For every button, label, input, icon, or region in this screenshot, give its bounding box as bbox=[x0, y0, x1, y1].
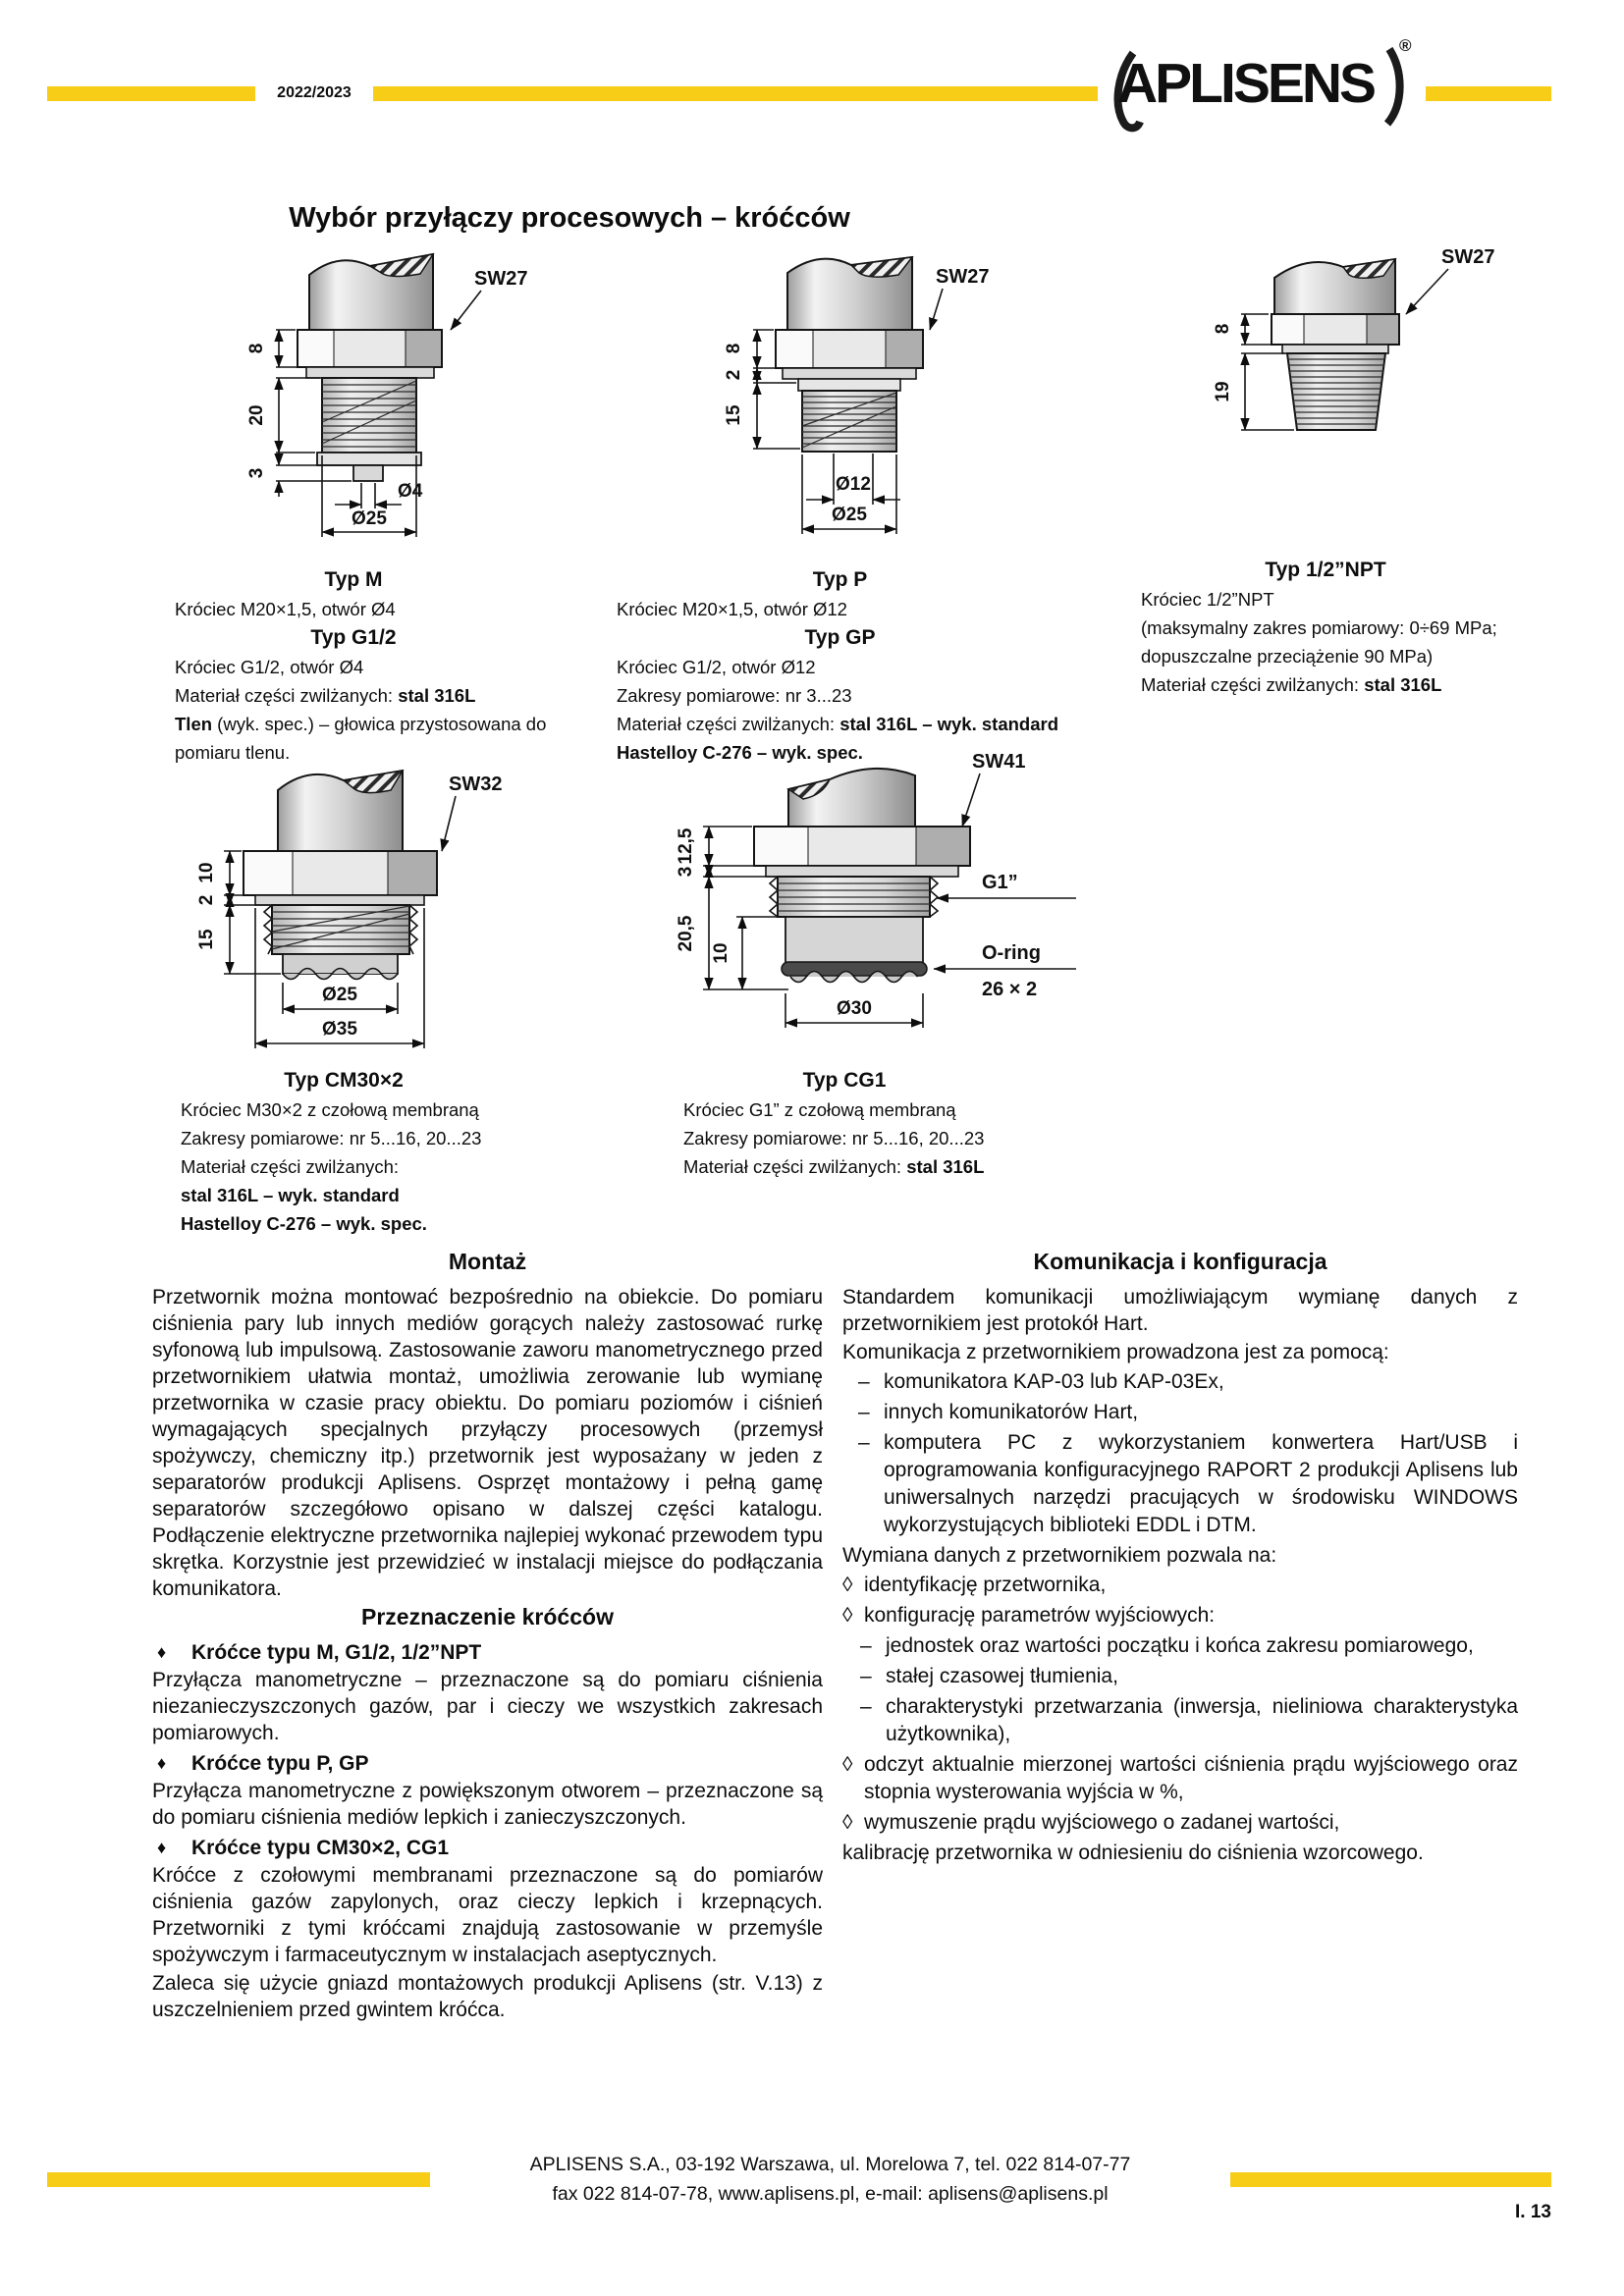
type-spec-line: Króciec M20×1,5, otwór Ø4 bbox=[175, 599, 396, 619]
dia-label: Ø35 bbox=[322, 1019, 357, 1040]
komunikacja-p2: Komunikacja z przetwornikiem prowadzona jest za pomocą: bbox=[842, 1341, 1389, 1363]
open-diamond-bullet-icon: ◊ bbox=[842, 1753, 853, 1776]
type-spec-line: Zakresy pomiarowe: nr 3...23 bbox=[617, 685, 852, 706]
bullet-item-text: Króćce z czołowymi membranami przeznaczone są do pomiarów ciśnienia gazów zapylonych, oraz cieczy lepkich i krzepnących. Przetworniki z tymi króćcami znajdują zastosowanie w przemyśle spożywczym i farmaceutycznym w instalacjach aseptycznych. bbox=[152, 1864, 823, 1966]
aplisens-logo bbox=[1108, 18, 1422, 140]
list-item-text: charakterystyki przetwarzania (inwersja, nieliniowa charakterystyka użytkownika), bbox=[886, 1695, 1518, 1745]
komunikacja-column bbox=[842, 1249, 1518, 1868]
spec-label: Materiał części zwilżanych: bbox=[1141, 674, 1365, 695]
dia-label: Ø25 bbox=[832, 505, 867, 525]
type-spec-line: Zakresy pomiarowe: nr 5...16, 20...23 bbox=[683, 1128, 985, 1148]
list-item bbox=[842, 1368, 1518, 1396]
type-spec-line bbox=[147, 710, 560, 767]
bullet-title-text: Króćce typu CM30×2, CG1 bbox=[191, 1837, 450, 1859]
type-title: Typ GP bbox=[804, 626, 876, 649]
footer-address bbox=[430, 2150, 1230, 2209]
spec-label: Tlen bbox=[175, 714, 213, 734]
dia-label: Ø25 bbox=[322, 985, 357, 1005]
wrench-size-label: SW27 bbox=[474, 268, 528, 290]
dim-label: 19 bbox=[1213, 381, 1233, 402]
type-title: Typ CG1 bbox=[802, 1069, 887, 1092]
wrench-size-label: SW32 bbox=[449, 774, 503, 795]
list-item bbox=[842, 1809, 1518, 1837]
wrench-size-label: SW27 bbox=[1441, 246, 1495, 268]
type-spec-line: Hastelloy C-276 – wyk. spec. bbox=[617, 742, 863, 763]
type-title: Typ G1/2 bbox=[310, 626, 397, 649]
list-item-text: odczyt aktualnie mierzonej wartości ciśnienia prądu wyjściowego oraz stopnia wysterowania wyjścia w %, bbox=[864, 1753, 1518, 1803]
dash-bullet-icon: – bbox=[858, 1370, 870, 1393]
typ-cm30x2-description bbox=[137, 1066, 550, 1238]
spec-label: Materiał części zwilżanych: bbox=[175, 685, 399, 706]
list-item-text: komputera PC z wykorzystaniem konwertera Hart/USB i oprogramowania konfiguracyjnego RAPORT 2 produkcji Aplisens lub uniwersalnych narzędzi pracujących w środowisku WINDOWS wykorzystujących biblioteki EDDL i DTM. bbox=[884, 1431, 1518, 1536]
list-item bbox=[842, 1572, 1518, 1599]
list-item bbox=[842, 1602, 1518, 1629]
type-title: Typ P bbox=[812, 568, 868, 591]
diamond-bullet-icon: ♦ bbox=[157, 1753, 167, 1773]
typ-npt-description bbox=[1129, 556, 1522, 699]
dash-bullet-icon: – bbox=[858, 1431, 870, 1454]
dash-bullet-icon: – bbox=[860, 1665, 872, 1687]
list-item-text: komunikatora KAP-03 lub KAP-03Ex, bbox=[884, 1370, 1224, 1393]
dia-label: Ø30 bbox=[837, 998, 872, 1019]
typ-npt-drawing bbox=[1147, 234, 1530, 572]
membrane-body bbox=[785, 917, 923, 966]
list-item-text: stałej czasowej tłumienia, bbox=[886, 1665, 1118, 1687]
type-spec-line: Zakresy pomiarowe: nr 5...16, 20...23 bbox=[181, 1128, 482, 1148]
type-spec-line: stal 316L – wyk. standard bbox=[181, 1185, 400, 1205]
przeznaczenie-closing: Zaleca się użycie gniazd montażowych produkcji Aplisens (str. V.13) z uszczelnieniem przed gwintem króćca. bbox=[152, 1972, 823, 2021]
type-spec-line: (maksymalny zakres pomiarowy: 0÷69 MPa; bbox=[1141, 617, 1497, 638]
logo-wordmark: APLISENS bbox=[1117, 52, 1375, 115]
list-item-text: wymuszenie prądu wyjściowego o zadanej wartości, bbox=[864, 1811, 1340, 1834]
oring-size-label: 26 × 2 bbox=[982, 979, 1038, 1000]
dash-bullet-icon: – bbox=[860, 1695, 872, 1718]
typ-p-drawing bbox=[633, 247, 1006, 571]
oring-label: O-ring bbox=[982, 942, 1041, 964]
dia-label: Ø12 bbox=[836, 474, 871, 495]
spec-value: stal 316L bbox=[398, 685, 476, 706]
spec-value: stal 316L bbox=[1364, 674, 1442, 695]
bullet-title-text: Króćce typu M, G1/2, 1/2”NPT bbox=[191, 1641, 482, 1664]
montaz-column bbox=[152, 1249, 823, 2025]
typ-m-description bbox=[147, 565, 560, 767]
dash-bullet-icon: – bbox=[860, 1634, 872, 1657]
bullet-item-title bbox=[152, 1639, 823, 1666]
komunikacja-p3: Wymiana danych z przetwornikiem pozwala na: bbox=[842, 1544, 1277, 1567]
list-item bbox=[842, 1399, 1518, 1426]
list-item-text: jednostek oraz wartości początku i końca zakresu pomiarowego, bbox=[886, 1634, 1474, 1657]
dim-label: 8 bbox=[724, 343, 744, 354]
komunikacja-closing: kalibrację przetwornika w odniesieniu do ciśnienia wzorcowego. bbox=[842, 1842, 1424, 1864]
dim-label: 20,5 bbox=[676, 915, 696, 952]
dim-label: 3 bbox=[676, 866, 696, 878]
open-diamond-bullet-icon: ◊ bbox=[842, 1604, 853, 1627]
registered-mark-icon: ® bbox=[1399, 36, 1412, 55]
list-item bbox=[842, 1429, 1518, 1539]
type-title: Typ M bbox=[324, 568, 383, 591]
page-number: I. 13 bbox=[1515, 2202, 1551, 2222]
typ-m-drawing bbox=[182, 247, 555, 571]
footer-address-line1: APLISENS S.A., 03-192 Warszawa, ul. Morelowa 7, tel. 022 814-07-77 bbox=[529, 2154, 1131, 2175]
przeznaczenie-heading: Przeznaczenie króćców bbox=[361, 1604, 614, 1629]
type-spec-line: Króciec G1/2, otwór Ø12 bbox=[617, 657, 816, 677]
type-spec-line bbox=[1129, 670, 1522, 699]
type-spec-line: Króciec G1” z czołową membraną bbox=[683, 1099, 956, 1120]
typ-cg1-drawing bbox=[648, 738, 1139, 1067]
thread-size-label: G1” bbox=[982, 872, 1018, 893]
spec-value: stal 316L – wyk. standard bbox=[839, 714, 1058, 734]
list-item-text: konfigurację parametrów wyjściowych: bbox=[864, 1604, 1216, 1627]
footer-address-line2: fax 022 814-07-78, www.aplisens.pl, e-mail: aplisens@aplisens.pl bbox=[552, 2183, 1109, 2205]
diamond-bullet-icon: ♦ bbox=[157, 1838, 167, 1857]
type-spec-line bbox=[147, 681, 560, 710]
bullet-item-title bbox=[152, 1835, 823, 1861]
thread bbox=[322, 378, 416, 453]
bullet-title-text: Króćce typu P, GP bbox=[191, 1752, 369, 1775]
dia-label: Ø4 bbox=[398, 481, 423, 502]
bullet-item-title bbox=[152, 1750, 823, 1777]
header-rule-right bbox=[1426, 86, 1551, 101]
open-diamond-bullet-icon: ◊ bbox=[842, 1574, 853, 1596]
type-spec-line: Króciec M20×1,5, otwór Ø12 bbox=[617, 599, 847, 619]
catalog-year bbox=[255, 79, 373, 108]
komunikacja-p1: Standardem komunikacji umożliwiającym wymianę danych z przetwornikiem jest protokół Hart. bbox=[842, 1286, 1518, 1335]
dim-label: 20 bbox=[246, 404, 267, 426]
type-spec-line: Króciec M30×2 z czołową membraną bbox=[181, 1099, 479, 1120]
komunikacja-heading: Komunikacja i konfiguracja bbox=[1033, 1249, 1327, 1274]
diamond-bullet-icon: ♦ bbox=[157, 1642, 167, 1662]
dia-label: Ø25 bbox=[352, 508, 387, 529]
dim-label: 15 bbox=[196, 929, 217, 950]
type-title: Typ 1/2”NPT bbox=[1265, 559, 1386, 581]
dim-label: 8 bbox=[246, 343, 267, 354]
type-spec-line: Króciec G1/2, otwór Ø4 bbox=[175, 657, 364, 677]
spec-value: stal 316L bbox=[906, 1156, 985, 1177]
dim-label: 15 bbox=[724, 404, 744, 426]
dim-label: 10 bbox=[711, 942, 731, 964]
dim-label: 8 bbox=[1213, 323, 1233, 335]
dim-label: 2 bbox=[724, 369, 744, 381]
typ-cm30x2-drawing bbox=[167, 751, 589, 1065]
catalog-year-label: 2022/2023 bbox=[277, 84, 352, 101]
type-spec-line bbox=[628, 1152, 1060, 1181]
header-rule-left bbox=[47, 86, 1098, 101]
type-spec-line bbox=[617, 710, 1063, 738]
sub-list-item bbox=[842, 1632, 1518, 1660]
type-title: Typ CM30×2 bbox=[284, 1069, 404, 1092]
spec-text: (wyk. spec.) – głowica przystosowana do pomiaru tlenu. bbox=[175, 714, 547, 763]
montaz-heading: Montaż bbox=[448, 1249, 527, 1274]
dim-label: 3 bbox=[246, 467, 267, 479]
dim-label: 2 bbox=[196, 894, 217, 906]
sub-list-item bbox=[842, 1663, 1518, 1690]
dash-bullet-icon: – bbox=[858, 1401, 870, 1423]
sub-list-item bbox=[842, 1693, 1518, 1748]
nipple bbox=[353, 465, 383, 481]
page-title: Wybór przyłączy procesowych – króćców bbox=[289, 202, 850, 234]
open-diamond-bullet-icon: ◊ bbox=[842, 1811, 853, 1834]
montaz-body: Przetwornik można montować bezpośrednio na obiekcie. Do pomiaru ciśnienia pary lub innych mediów gorących należy zastosować rurkę syfonową lub impulsową. Zastosowanie zaworu manometrycznego przed przetwornikiem ułatwia montaż, umożliwia zerowanie lub wymianę przetwornika w czasie pracy obiektu. Do pomiaru poziomów i ciśnień wymagających specjalnych przyłączy procesowych (przemysł spożywczy, chemiczny itp.) przetwornik jest wyposażany w jeden z separatorów produkcji Aplisens. Osprzęt montażowy i pełną gamę separatorów szczegółowo opisano w dalszej części katalogu. Podłączenie elektryczne przetwornika najlepiej wykonać przewodem typu skrętka. Korzystnie jest przewidzieć w instalacji miejsce do podłączania komunikatora. bbox=[152, 1286, 823, 1600]
spec-label: Materiał części zwilżanych: bbox=[617, 714, 840, 734]
spec-label: Materiał części zwilżanych: bbox=[683, 1156, 907, 1177]
bullet-item-text: Przyłącza manometryczne – przeznaczone są do pomiaru ciśnienia niezanieczyszczonych gazów, par i cieczy we wszystkich zakresach pomiarowych. bbox=[152, 1669, 823, 1744]
list-item bbox=[842, 1751, 1518, 1806]
bullet-item-text: Przyłącza manometryczne z powiększonym otworem – przeznaczone są do pomiaru ciśnienia mediów lepkich i zanieczyszczonych. bbox=[152, 1780, 823, 1829]
list-item-text: innych komunikatorów Hart, bbox=[884, 1401, 1139, 1423]
dim-label: 10 bbox=[196, 862, 217, 883]
type-spec-line: Hastelloy C-276 – wyk. spec. bbox=[181, 1213, 427, 1234]
dim-label: 12,5 bbox=[676, 828, 696, 865]
type-spec-line: Króciec 1/2”NPT bbox=[1141, 589, 1274, 610]
typ-p-description bbox=[617, 565, 1063, 767]
type-spec-line: Materiał części zwilżanych: bbox=[181, 1156, 400, 1177]
type-spec-line: dopuszczalne przeciążenie 90 MPa) bbox=[1141, 646, 1434, 667]
wrench-size-label: SW27 bbox=[936, 266, 990, 288]
typ-cg1-description bbox=[628, 1066, 1060, 1181]
list-item-text: identyfikację przetwornika, bbox=[864, 1574, 1107, 1596]
wrench-size-label: SW41 bbox=[972, 751, 1026, 773]
